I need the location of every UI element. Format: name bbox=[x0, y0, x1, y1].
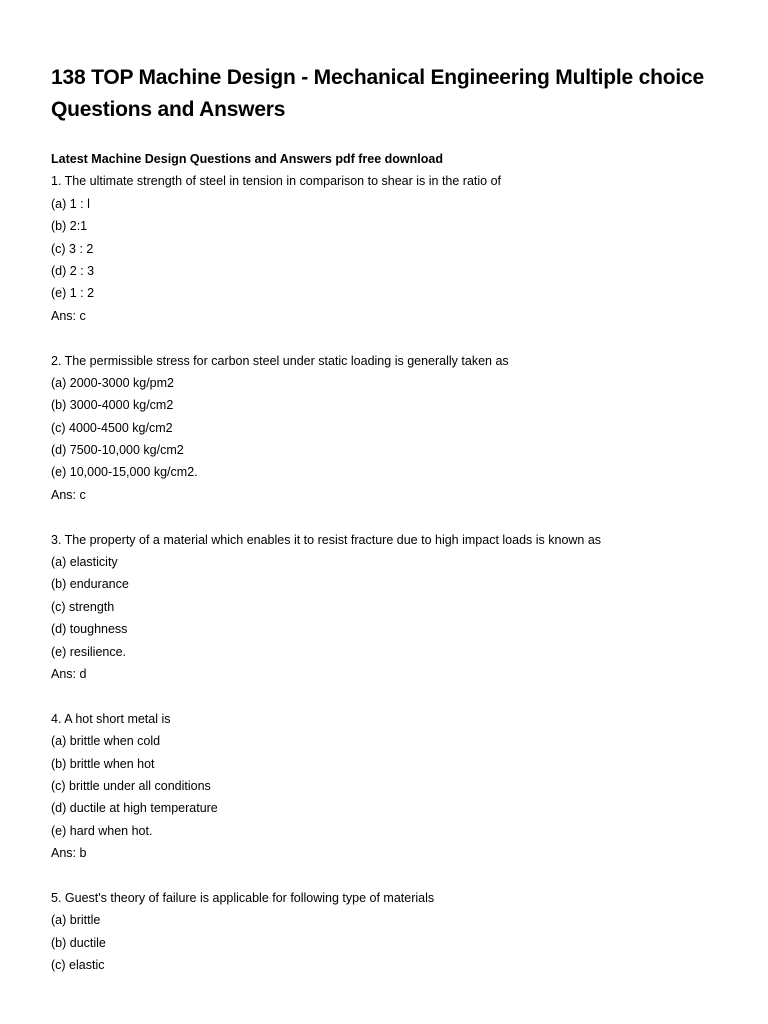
option-b: (b) brittle when hot bbox=[51, 756, 155, 771]
option-b: (b) 3000-4000 kg/cm2 bbox=[51, 398, 174, 413]
question-1 bbox=[51, 170, 741, 349]
option-c: (c) brittle under all conditions bbox=[51, 778, 211, 793]
option-d: (d) ductile at high temperature bbox=[51, 801, 218, 816]
question-3 bbox=[51, 529, 741, 708]
question-spacer bbox=[51, 685, 741, 707]
option-d: (d) 2 : 3 bbox=[51, 263, 95, 278]
question-text: 5. Guest's theory of failure is applicable for following type of materials bbox=[51, 890, 435, 905]
option-e: (e) 10,000-15,000 kg/cm2. bbox=[51, 465, 198, 480]
option-a: (a) 2000-3000 kg/pm2 bbox=[51, 375, 174, 390]
question-2 bbox=[51, 350, 741, 529]
option-c: (c) elastic bbox=[51, 958, 105, 973]
option-a: (a) 1 : l bbox=[51, 196, 90, 211]
option-d: (d) toughness bbox=[51, 622, 128, 637]
answer: Ans: c bbox=[51, 487, 86, 502]
question-5 bbox=[51, 887, 741, 977]
option-a: (a) elasticity bbox=[51, 555, 118, 570]
option-c: (c) 3 : 2 bbox=[51, 241, 94, 256]
question-text: 2. The permissible stress for carbon steel under static loading is generally taken as bbox=[51, 353, 509, 368]
option-c: (c) strength bbox=[51, 599, 115, 614]
question-text: 4. A hot short metal is bbox=[51, 711, 171, 726]
document-subtitle: Latest Machine Design Questions and Answers pdf free download bbox=[51, 152, 443, 166]
answer: Ans: d bbox=[51, 666, 87, 681]
question-spacer bbox=[51, 506, 741, 528]
option-b: (b) endurance bbox=[51, 577, 129, 592]
option-b: (b) 2:1 bbox=[51, 219, 88, 234]
option-e: (e) hard when hot. bbox=[51, 823, 153, 838]
question-4 bbox=[51, 708, 741, 887]
option-a: (a) brittle bbox=[51, 913, 101, 928]
question-spacer bbox=[51, 865, 741, 887]
option-a: (a) brittle when cold bbox=[51, 734, 161, 749]
option-e: (e) 1 : 2 bbox=[51, 286, 95, 301]
option-e: (e) resilience. bbox=[51, 644, 127, 659]
answer: Ans: b bbox=[51, 846, 87, 861]
question-text: 3. The property of a material which enables it to resist fracture due to high impact loads is known as bbox=[51, 532, 602, 547]
option-b: (b) ductile bbox=[51, 935, 106, 950]
document-title: 138 TOP Machine Design - Mechanical Engineering Multiple choice Questions and Answers bbox=[51, 66, 704, 121]
document-page bbox=[51, 62, 741, 976]
option-c: (c) 4000-4500 kg/cm2 bbox=[51, 420, 173, 435]
option-d: (d) 7500-10,000 kg/cm2 bbox=[51, 443, 184, 458]
question-spacer bbox=[51, 327, 741, 349]
question-text: 1. The ultimate strength of steel in tension in comparison to shear is in the ratio of bbox=[51, 174, 502, 189]
answer: Ans: c bbox=[51, 308, 86, 323]
